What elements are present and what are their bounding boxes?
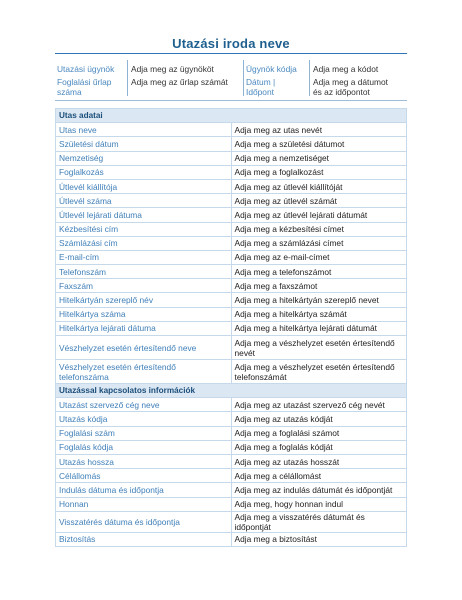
field-label: Utazás kódja [56, 412, 232, 426]
table-row [56, 236, 407, 250]
table-row [56, 279, 407, 293]
field-value[interactable]: Adja meg a célállomást [231, 469, 407, 483]
section-header-trip: Utazással kapcsolatos információk [56, 384, 407, 398]
table-row [56, 194, 407, 208]
date-time-field-line1[interactable]: Adja meg a dátumot [313, 77, 388, 87]
field-value[interactable]: Adja meg a foglalás kódját [231, 440, 407, 454]
table-row [56, 123, 407, 137]
field-value[interactable]: Adja meg az útlevél számát [231, 194, 407, 208]
field-value[interactable]: Adja meg a vészhelyzet esetén értesítendő nevét [231, 336, 407, 360]
agent-label: Utazási ügynök [57, 64, 115, 74]
field-label: Célállomás [56, 469, 232, 483]
table-row [56, 426, 407, 440]
header-divider [243, 60, 244, 96]
table-row [56, 483, 407, 497]
agent-field[interactable]: Adja meg az ügynököt [131, 64, 214, 74]
field-value[interactable]: Adja meg a faxszámot [231, 279, 407, 293]
field-value[interactable]: Adja meg a születési dátumot [231, 137, 407, 151]
header-bottom-rule [55, 100, 407, 101]
field-label: Faxszám [56, 279, 232, 293]
table-row [56, 511, 407, 532]
field-value[interactable]: Adja meg a hitelkártya számát [231, 307, 407, 321]
field-value[interactable]: Adja meg a kézbesítési címet [231, 222, 407, 236]
field-label: Számlázási cím [56, 236, 232, 250]
field-label: Foglalkozás [56, 165, 232, 179]
table-row [56, 179, 407, 193]
table-row [56, 336, 407, 360]
field-value[interactable]: Adja meg az útlevél kiállítóját [231, 179, 407, 193]
field-label: Hitelkártya száma [56, 307, 232, 321]
field-value[interactable]: Adja meg az e-mail-címet [231, 250, 407, 264]
field-label: Foglalási szám [56, 426, 232, 440]
date-time-label-line1: Dátum | [246, 77, 276, 87]
field-label: Útlevél lejárati dátuma [56, 208, 232, 222]
field-label: Visszatérés dátuma és időpontja [56, 511, 232, 532]
field-label: Hitelkártya lejárati dátuma [56, 321, 232, 335]
table-row [56, 360, 407, 384]
table-row [56, 250, 407, 264]
table-row [56, 151, 407, 165]
field-value[interactable]: Adja meg az utazás kódját [231, 412, 407, 426]
table-row [56, 208, 407, 222]
field-value[interactable]: Adja meg az utas nevét [231, 123, 407, 137]
field-label: Kézbesítési cím [56, 222, 232, 236]
table-row [56, 440, 407, 454]
field-label: Születési dátum [56, 137, 232, 151]
date-time-field-line2[interactable]: és az időpontot [313, 87, 370, 97]
field-label: Utazást szervező cég neve [56, 398, 232, 412]
field-label: Vészhelyzet esetén értesítendő telefonszáma [56, 360, 232, 384]
form-number-label-line1: Foglalási űrlap [57, 77, 112, 87]
table-row [56, 321, 407, 335]
table-row [56, 469, 407, 483]
table-row [56, 137, 407, 151]
field-value[interactable]: Adja meg a foglalkozást [231, 165, 407, 179]
table-row [56, 398, 407, 412]
table-row [56, 454, 407, 468]
field-label: Utazás hossza [56, 454, 232, 468]
field-value[interactable]: Adja meg, hogy honnan indul [231, 497, 407, 511]
field-label: Utas neve [56, 123, 232, 137]
field-label: Útlevél kiállítója [56, 179, 232, 193]
form-number-label-line2: száma [57, 87, 82, 97]
field-value[interactable]: Adja meg a nemzetiséget [231, 151, 407, 165]
field-value[interactable]: Adja meg az útlevél lejárati dátumát [231, 208, 407, 222]
page-title: Utazási iroda neve [172, 36, 290, 51]
field-value[interactable]: Adja meg a visszatérés dátumát és időpontját [231, 511, 407, 532]
form-number-field[interactable]: Adja meg az űrlap számát [131, 77, 228, 87]
table-row [56, 497, 407, 511]
table-row [56, 265, 407, 279]
field-value[interactable]: Adja meg a foglalási számot [231, 426, 407, 440]
field-label: Hitelkártyán szereplő név [56, 293, 232, 307]
table-row [56, 222, 407, 236]
agent-code-label: Ügynök kódja [246, 64, 297, 74]
field-label: Nemzetiség [56, 151, 232, 165]
booking-form-table [55, 108, 407, 547]
header-divider [309, 60, 310, 96]
table-row [56, 412, 407, 426]
field-value[interactable]: Adja meg a számlázási címet [231, 236, 407, 250]
field-value[interactable]: Adja meg az indulás dátumát és időpontját [231, 483, 407, 497]
field-label: Telefonszám [56, 265, 232, 279]
date-time-label-line2: Időpont [246, 87, 274, 97]
field-label: E-mail-cím [56, 250, 232, 264]
table-row [56, 293, 407, 307]
field-label: Indulás dátuma és időpontja [56, 483, 232, 497]
field-value[interactable]: Adja meg a biztosítást [231, 532, 407, 546]
field-value[interactable]: Adja meg a vészhelyzet esetén értesítendő telefonszámát [231, 360, 407, 384]
field-label: Honnan [56, 497, 232, 511]
table-row [56, 307, 407, 321]
field-value[interactable]: Adja meg a hitelkártyán szereplő nevet [231, 293, 407, 307]
field-label: Biztosítás [56, 532, 232, 546]
field-label: Vészhelyzet esetén értesítendő neve [56, 336, 232, 360]
field-label: Foglalás kódja [56, 440, 232, 454]
title-divider [55, 53, 407, 54]
agent-code-field[interactable]: Adja meg a kódot [313, 64, 379, 74]
field-value[interactable]: Adja meg a hitelkártya lejárati dátumát [231, 321, 407, 335]
field-value[interactable]: Adja meg az utazást szervező cég nevét [231, 398, 407, 412]
header-divider [127, 60, 128, 96]
section-header-passenger: Utas adatai [56, 109, 407, 123]
field-value[interactable]: Adja meg a telefonszámot [231, 265, 407, 279]
table-row [56, 532, 407, 546]
field-label: Útlevél száma [56, 194, 232, 208]
field-value[interactable]: Adja meg az utazás hosszát [231, 454, 407, 468]
table-row [56, 165, 407, 179]
